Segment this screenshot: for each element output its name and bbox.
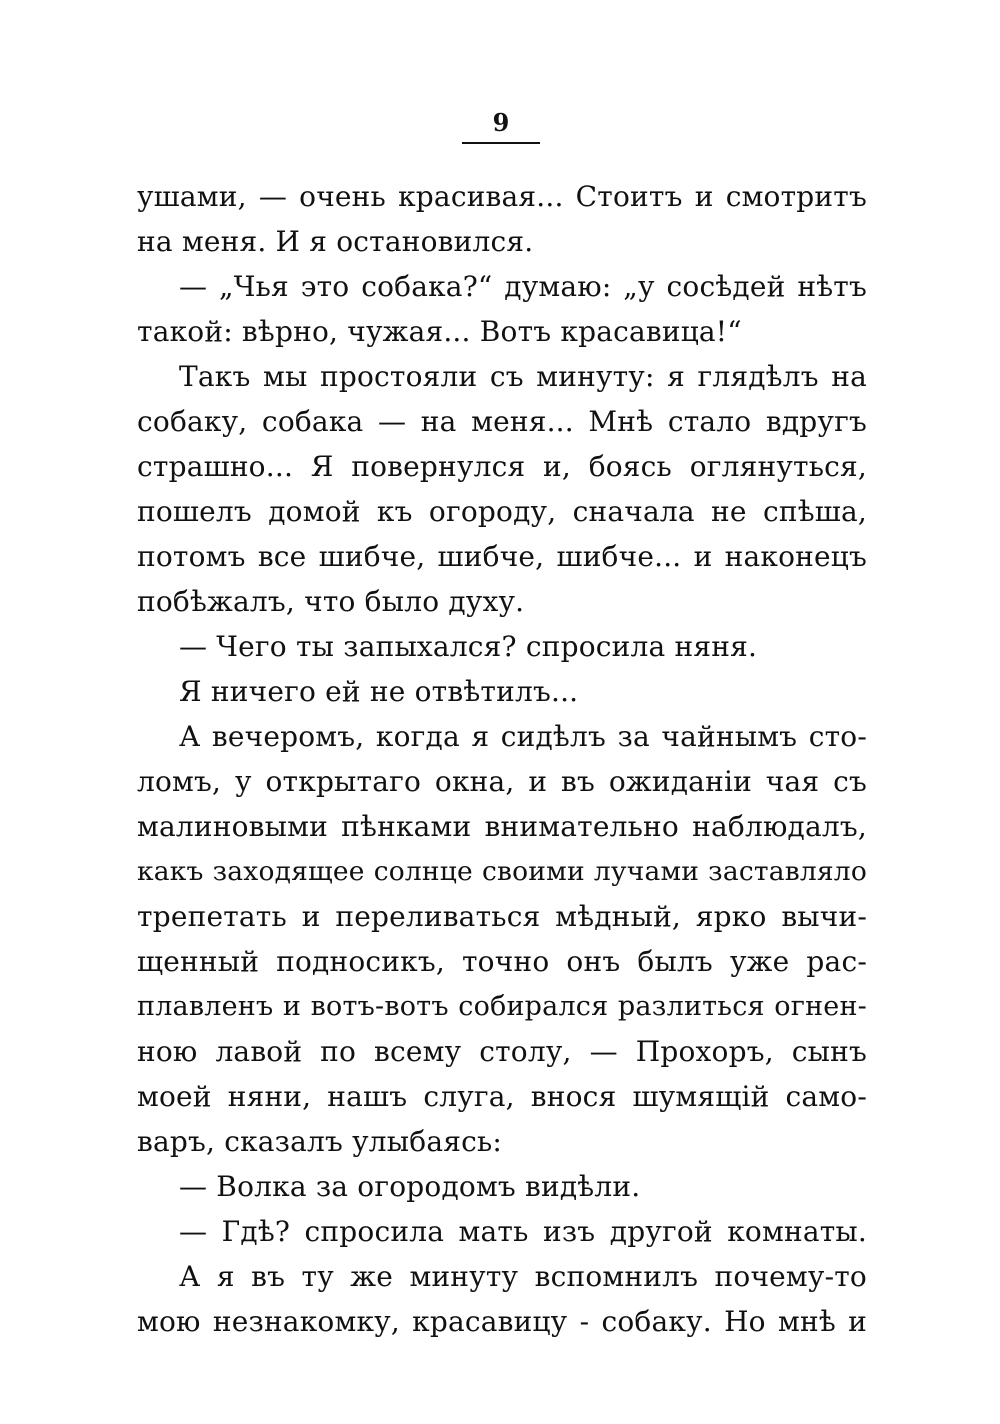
text-line: какъ заходящее солнце своими лучами заставляло [137,856,867,887]
page-number: 9 [492,108,510,137]
body-text [137,174,867,1344]
text-line: Такъ мы простояли съ минуту: я глядѣлъ на [179,360,867,393]
text-line: побѣжалъ, что было духу. [137,585,525,618]
text-line: собаку, собака — на меня... Мнѣ стало вдругъ [137,405,867,438]
text-line: трепетать и переливаться мѣдный, ярко вычи- [137,900,867,933]
text-line: ушами, — очень красивая... Стоитъ и смотритъ [137,180,867,213]
text-line: ною лавой по всему столу, — Прохоръ, сынъ [137,1035,867,1068]
text-line: страшно... Я повернулся и, боясь оглянуться, [137,450,867,483]
text-line: варъ, сказалъ улыбаясь: [137,1125,503,1158]
text-line: такой: вѣрно, чужая... Вотъ красавица!“ [137,315,742,348]
text-line: — Гдѣ? спросила мать изъ другой комнаты. [179,1215,867,1248]
text-line: — Волка за огородомъ видѣли. [179,1170,641,1203]
page-number-header [462,108,540,144]
text-line: — „Чья это собака?“ думаю: „у сосѣдей нѣтъ [179,270,867,303]
text-line: ломъ, у открытаго окна, и въ ожиданіи чая съ [137,765,867,798]
text-line: пошелъ домой къ огороду, сначала не спѣша, [137,495,867,528]
page-number-rule [462,142,540,144]
text-line: потомъ все шибче, шибче, шибче... и наконецъ [137,540,867,573]
text-line: малиновыми пѣнками внимательно наблюдалъ, [137,810,867,843]
text-line: на меня. И я остановился. [137,225,534,258]
text-line: моей няни, нашъ слуга, внося шумящій само- [137,1080,867,1113]
text-line: плавленъ и вотъ-вотъ собирался разлиться огнен- [137,991,867,1022]
text-line: щенный подносикъ, точно онъ былъ уже рас- [137,945,867,978]
text-line: А вечеромъ, когда я сидѣлъ за чайнымъ сто- [179,720,867,753]
text-line: — Чего ты запыхался? спросила няня. [179,630,758,663]
text-line: мою незнакомку, красавицу - собаку. Но мнѣ и [137,1305,867,1338]
text-line: А я въ ту же минуту вспомнилъ почему-то [179,1260,867,1293]
text-line: Я ничего ей не отвѣтилъ... [179,675,579,708]
